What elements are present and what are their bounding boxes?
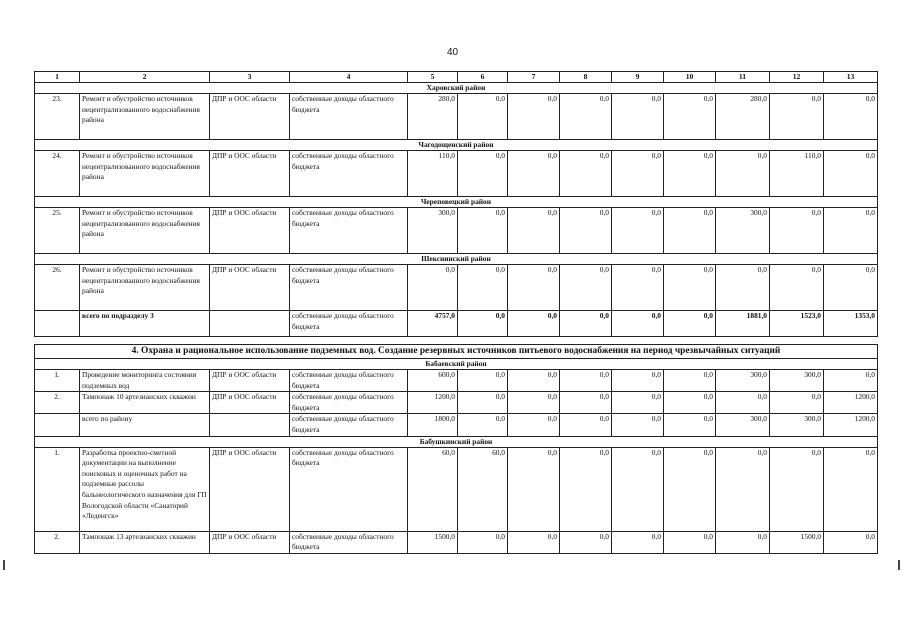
executor: ДПР и ООС области (210, 531, 290, 553)
value-cell: 1800,0 (408, 414, 458, 436)
value-cell: 0,0 (716, 265, 770, 311)
value-cell: 600,0 (408, 370, 458, 392)
measure-name: всего по району (80, 414, 210, 436)
value-cell: 0,0 (508, 311, 560, 337)
funding-source: собственные доходы областного бюджета (290, 265, 408, 311)
value-cell: 0,0 (716, 392, 770, 414)
table-row (35, 436, 878, 447)
district-name: Чагодощенский район (35, 140, 878, 151)
value-cell: 0,0 (612, 447, 664, 531)
value-cell: 0,0 (508, 151, 560, 197)
value-cell: 0,0 (458, 370, 508, 392)
funding-source: собственные доходы областного бюджета (290, 151, 408, 197)
value-cell: 0,0 (824, 94, 878, 140)
district-name: Харовский район (35, 83, 878, 94)
row-gap (35, 337, 878, 345)
value-cell: 0,0 (560, 151, 612, 197)
table-row (35, 447, 878, 531)
executor: ДПР и ООС области (210, 208, 290, 254)
column-header: 1 (35, 72, 80, 83)
column-header: 9 (612, 72, 664, 83)
value-cell: 0,0 (560, 392, 612, 414)
value-cell: 0,0 (664, 447, 716, 531)
value-cell: 0,0 (770, 447, 824, 531)
value-cell: 0,0 (612, 311, 664, 337)
table-row (35, 83, 878, 94)
table-row (35, 337, 878, 345)
column-header: 8 (560, 72, 612, 83)
table-row (35, 265, 878, 311)
table-row (35, 140, 878, 151)
measure-name: Разработка проектно-сметной документации на выполнение поисковых и оценочных работ на подземные рассолы бальнеологического назначения для ГП Вологодской области «Санаторий «Леденгск» (80, 447, 210, 531)
funding-source: собственные доходы областного бюджета (290, 392, 408, 414)
value-cell: 0,0 (560, 94, 612, 140)
value-cell: 0,0 (664, 151, 716, 197)
value-cell: 0,0 (458, 311, 508, 337)
value-cell: 1881,0 (716, 311, 770, 337)
funding-source: собственные доходы областного бюджета (290, 531, 408, 553)
value-cell: 300,0 (716, 414, 770, 436)
table-row (35, 254, 878, 265)
value-cell: 0,0 (560, 370, 612, 392)
value-cell: 0,0 (458, 94, 508, 140)
section-title: 4. Охрана и рациональное использование подземных вод. Создание резервных источников питьевого водоснабжения на период чрезвычайных ситуаций (35, 345, 878, 359)
value-cell: 0,0 (664, 311, 716, 337)
table-row (35, 414, 878, 436)
value-cell: 0,0 (824, 370, 878, 392)
value-cell: 0,0 (508, 392, 560, 414)
row-number: 2. (35, 531, 80, 553)
value-cell: 1500,0 (770, 531, 824, 553)
value-cell: 0,0 (560, 208, 612, 254)
value-cell: 110,0 (770, 151, 824, 197)
value-cell: 280,0 (716, 94, 770, 140)
value-cell: 0,0 (508, 208, 560, 254)
district-name: Бабаевский район (35, 359, 878, 370)
executor (210, 311, 290, 337)
value-cell: 0,0 (664, 392, 716, 414)
value-cell: 0,0 (458, 414, 508, 436)
value-cell: 60,0 (458, 447, 508, 531)
value-cell: 0,0 (664, 531, 716, 553)
executor: ДПР и ООС области (210, 447, 290, 531)
value-cell: 0,0 (408, 265, 458, 311)
value-cell: 0,0 (664, 414, 716, 436)
row-number (35, 311, 80, 337)
column-header: 5 (408, 72, 458, 83)
value-cell: 1200,0 (824, 414, 878, 436)
value-cell: 0,0 (458, 392, 508, 414)
row-number: 1. (35, 447, 80, 531)
table-row (35, 94, 878, 140)
value-cell: 0,0 (824, 447, 878, 531)
column-header: 4 (290, 72, 408, 83)
value-cell: 0,0 (458, 208, 508, 254)
table-row (35, 151, 878, 197)
value-cell: 0,0 (716, 151, 770, 197)
funding-source: собственные доходы областного бюджета (290, 370, 408, 392)
table-row (35, 311, 878, 337)
value-cell: 0,0 (612, 370, 664, 392)
column-header: 3 (210, 72, 290, 83)
value-cell: 0,0 (612, 208, 664, 254)
row-number: 23. (35, 94, 80, 140)
budget-table (34, 71, 878, 554)
column-header: 2 (80, 72, 210, 83)
table-row (35, 345, 878, 359)
measure-name: Тампонаж 10 артезианских скважин (80, 392, 210, 414)
value-cell: 4757,0 (408, 311, 458, 337)
value-cell: 0,0 (824, 208, 878, 254)
value-cell: 0,0 (770, 265, 824, 311)
value-cell: 60,0 (408, 447, 458, 531)
column-header: 13 (824, 72, 878, 83)
table-row (35, 208, 878, 254)
executor: ДПР и ООС области (210, 151, 290, 197)
table-body (35, 72, 878, 554)
value-cell: 0,0 (664, 208, 716, 254)
value-cell: 0,0 (664, 94, 716, 140)
funding-source: собственные доходы областного бюджета (290, 311, 408, 337)
column-header: 11 (716, 72, 770, 83)
table-row (35, 531, 878, 553)
row-number: 2. (35, 392, 80, 414)
executor (210, 414, 290, 436)
district-name: Бабушкинский район (35, 436, 878, 447)
table-row (35, 359, 878, 370)
value-cell: 0,0 (508, 370, 560, 392)
value-cell: 0,0 (508, 447, 560, 531)
value-cell: 0,0 (560, 414, 612, 436)
value-cell: 0,0 (508, 94, 560, 140)
value-cell: 0,0 (770, 208, 824, 254)
value-cell: 1353,0 (824, 311, 878, 337)
value-cell: 0,0 (560, 531, 612, 553)
column-header: 10 (664, 72, 716, 83)
value-cell: 0,0 (560, 447, 612, 531)
value-cell: 300,0 (770, 370, 824, 392)
value-cell: 0,0 (458, 265, 508, 311)
value-cell: 0,0 (664, 370, 716, 392)
column-header: 6 (458, 72, 508, 83)
district-name: Шекснинский район (35, 254, 878, 265)
value-cell: 0,0 (824, 265, 878, 311)
district-name: Череповецкий район (35, 197, 878, 208)
value-cell: 0,0 (824, 151, 878, 197)
value-cell: 1523,0 (770, 311, 824, 337)
value-cell: 1200,0 (824, 392, 878, 414)
row-number: 1. (35, 370, 80, 392)
measure-name: Ремонт и обустройство источников нецентрализованного водоснабжения района (80, 208, 210, 254)
value-cell: 0,0 (458, 151, 508, 197)
value-cell: 280,0 (408, 94, 458, 140)
value-cell: 1500,0 (408, 531, 458, 553)
value-cell: 0,0 (612, 94, 664, 140)
value-cell: 0,0 (716, 447, 770, 531)
page-number: 40 (446, 47, 459, 58)
value-cell: 300,0 (716, 208, 770, 254)
column-header: 7 (508, 72, 560, 83)
value-cell: 0,0 (770, 392, 824, 414)
measure-name: Проведение мониторинга состояния подземных вод (80, 370, 210, 392)
value-cell: 0,0 (612, 531, 664, 553)
value-cell: 300,0 (408, 208, 458, 254)
funding-source: собственные доходы областного бюджета (290, 447, 408, 531)
value-cell: 0,0 (560, 311, 612, 337)
value-cell: 0,0 (612, 265, 664, 311)
value-cell: 300,0 (716, 370, 770, 392)
funding-source: собственные доходы областного бюджета (290, 94, 408, 140)
table-row (35, 370, 878, 392)
funding-source: собственные доходы областного бюджета (290, 208, 408, 254)
row-number: 26. (35, 265, 80, 311)
measure-name: Тампонаж 13 артезианских скважин (80, 531, 210, 553)
value-cell: 0,0 (612, 414, 664, 436)
value-cell: 0,0 (612, 392, 664, 414)
value-cell: 0,0 (508, 531, 560, 553)
measure-name: Ремонт и обустройство источников нецентрализованного водоснабжения района (80, 151, 210, 197)
value-cell: 0,0 (560, 265, 612, 311)
executor: ДПР и ООС области (210, 94, 290, 140)
table-row (35, 197, 878, 208)
row-number (35, 414, 80, 436)
value-cell: 0,0 (458, 531, 508, 553)
table-row (35, 392, 878, 414)
executor: ДПР и ООС области (210, 392, 290, 414)
funding-source: собственные доходы областного бюджета (290, 414, 408, 436)
executor: ДПР и ООС области (210, 265, 290, 311)
value-cell: 0,0 (716, 531, 770, 553)
row-number: 24. (35, 151, 80, 197)
value-cell: 0,0 (664, 265, 716, 311)
value-cell: 0,0 (508, 414, 560, 436)
value-cell: 1200,0 (408, 392, 458, 414)
value-cell: 0,0 (612, 151, 664, 197)
column-header: 12 (770, 72, 824, 83)
row-number: 25. (35, 208, 80, 254)
scan-edge-mark (3, 560, 5, 570)
value-cell: 0,0 (770, 94, 824, 140)
value-cell: 300,0 (770, 414, 824, 436)
table-row (35, 72, 878, 83)
executor: ДПР и ООС области (210, 370, 290, 392)
value-cell: 110,0 (408, 151, 458, 197)
value-cell: 0,0 (508, 265, 560, 311)
scan-edge-mark (898, 560, 900, 570)
measure-name: Ремонт и обустройство источников нецентрализованного водоснабжения района (80, 94, 210, 140)
value-cell: 0,0 (824, 531, 878, 553)
measure-name: Ремонт и обустройство источников нецентрализованного водоснабжения района (80, 265, 210, 311)
measure-name: всего по подразделу 3 (80, 311, 210, 337)
